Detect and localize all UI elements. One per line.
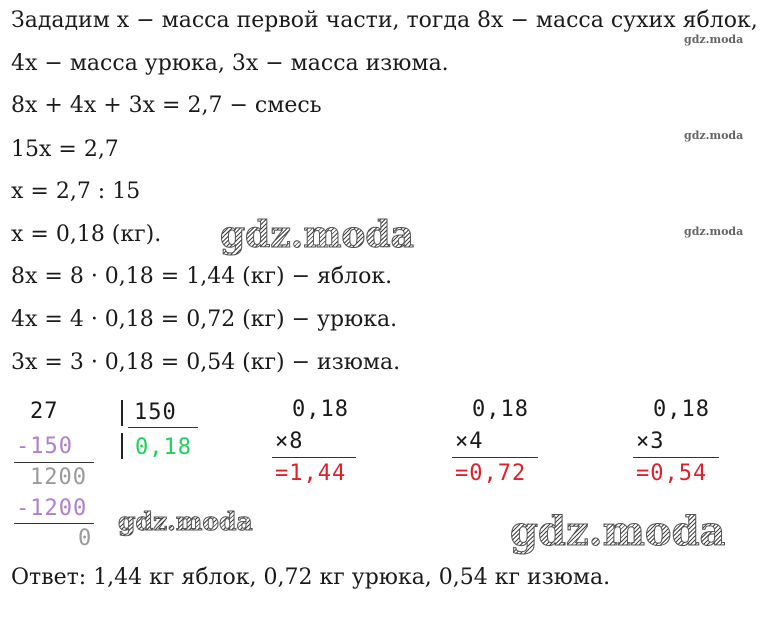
remainder-2: 0 — [78, 526, 93, 551]
text-line-3: 8x + 4x + 3x = 2,7 − смесь — [11, 93, 322, 118]
text-line-1: Зададим x − масса первой части, тогда 8x − масса сухих яблок, — [11, 8, 758, 33]
division-line-1 — [14, 462, 94, 463]
subtrahend-2: -1200 — [16, 496, 88, 521]
mult-3-multiplier: ×3 — [636, 429, 665, 454]
mult-1-multiplier: ×8 — [275, 429, 304, 454]
text-line-5: x = 2,7 : 15 — [11, 179, 141, 204]
mult-2-line — [452, 457, 538, 458]
quotient: 0,18 — [135, 435, 192, 460]
text-line-8: 4x = 4 · 0,18 = 0,72 (кг) − урюка. — [11, 307, 398, 332]
remainder-1: 1200 — [30, 465, 87, 490]
mult-3-line — [633, 457, 719, 458]
watermark-small-3: gdz.moda — [684, 225, 744, 238]
mult-1-line — [272, 457, 356, 458]
mult-2-multiplier: ×4 — [455, 429, 484, 454]
mult-2-top: 0,18 — [472, 397, 529, 422]
subtrahend-1: -150 — [16, 434, 73, 459]
dividend: 27 — [30, 399, 59, 424]
mult-1-result: =1,44 — [275, 461, 347, 486]
answer-line: Ответ: 1,44 кг яблок, 0,72 кг урюка, 0,54 кг изюма. — [11, 565, 611, 590]
text-line-7: 8x = 8 · 0,18 = 1,44 (кг) − яблок. — [11, 264, 393, 289]
watermark-small-2: gdz.moda — [684, 129, 744, 142]
divisor-underline — [128, 427, 198, 428]
watermark-large-1: gdz.moda — [220, 214, 414, 256]
division-bar-lower — [121, 433, 123, 459]
division-bar-upper — [121, 400, 123, 426]
watermark-large-2: gdz.moda — [118, 507, 253, 536]
divisor: 150 — [134, 400, 177, 425]
mult-1-top: 0,18 — [292, 397, 349, 422]
division-line-2 — [14, 523, 94, 524]
text-line-9: 3x = 3 · 0,18 = 0,54 (кг) − изюма. — [11, 350, 401, 375]
mult-3-result: =0,54 — [636, 461, 708, 486]
mult-2-result: =0,72 — [455, 461, 527, 486]
mult-3-top: 0,18 — [653, 397, 710, 422]
text-line-6: x = 0,18 (кг). — [11, 222, 162, 247]
text-line-2: 4x − масса урюка, 3x − масса изюма. — [11, 51, 449, 76]
text-line-4: 15x = 2,7 — [11, 137, 119, 162]
watermark-small-1: gdz.moda — [684, 33, 744, 46]
watermark-large-3: gdz.moda — [510, 508, 726, 555]
